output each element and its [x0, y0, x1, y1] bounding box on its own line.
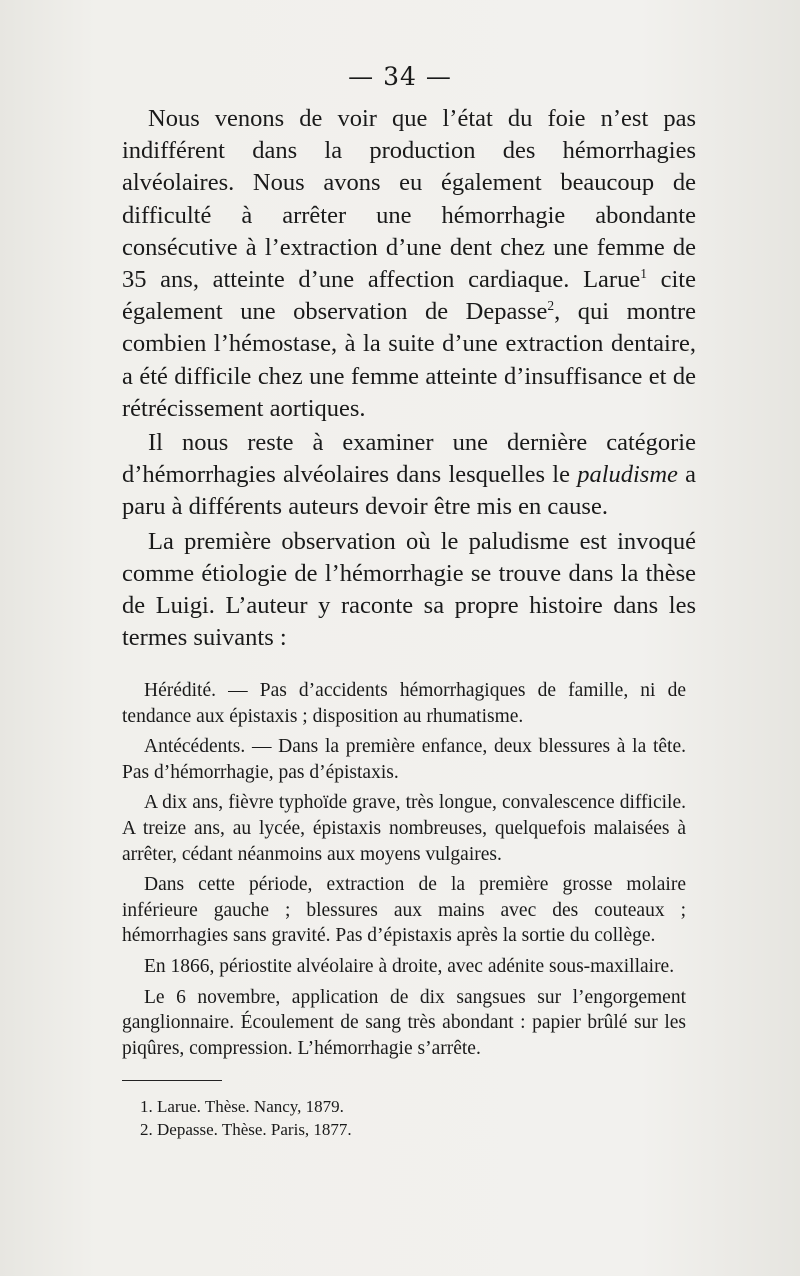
footnote-ref-2[interactable]: 2: [547, 298, 555, 314]
footnote-divider: [122, 1080, 222, 1081]
paragraph-2: [122, 427, 696, 524]
quote-paragraph: A dix ans, fièvre typhoïde grave, très longue, convalescence difficile. A treize ans, au lycée, épistaxis nombreuses, quelquefois malaisées à arrêter, cédant néanmoins aux moyens vulgaires.: [122, 792, 686, 865]
quote-paragraph: Hérédité. — Pas d’accidents hémorrhagiques de famille, ni de tendance aux épistaxis ; disposition au rhumatisme.: [122, 680, 686, 727]
paragraph-3: La première observation où le paludisme est invoqué comme étiologie de l’hémorrhagie se trouve dans la thèse de Luigi. L’auteur y raconte sa propre histoire dans les termes suivants :: [122, 527, 696, 652]
footnote-1: 1. Larue. Thèse. Nancy, 1879.: [140, 1097, 344, 1116]
quoted-observation: [122, 678, 686, 1066]
paragraph-1-text-b: cite également une observation de Depasse: [122, 266, 696, 326]
quote-paragraph: Dans cette période, extraction de la première grosse molaire inférieure gauche ; blessures aux mains avec des couteaux ; hémorrhagies sans gravité. Pas d’épistaxis après la sortie du collège.: [122, 874, 686, 947]
footnotes: [140, 1095, 680, 1141]
paragraph-2-text-b: a paru à différents auteurs devoir être mis en cause.: [122, 461, 697, 521]
paragraph-1-text-c: , qui montre combien l’hémostase, à la suite d’une extraction dentaire, a été difficile chez une femme atteinte d’insuffisance et de rétrécissement aortiques.: [122, 298, 696, 422]
main-text: [122, 103, 696, 654]
footnote-ref-1[interactable]: 1: [640, 265, 647, 281]
quote-paragraph: En 1866, périostite alvéolaire à droite, avec adénite sous-maxillaire.: [144, 955, 675, 977]
paragraph-1-text: Nous venons de voir que l’état du foie n’est pas indifférent dans la production des hémorrhagies alvéolaires. Nous avons eu également beaucoup de difficulté à arrêter une hémorrhagie abondante consécutive à l’extraction d’une dent chez une femme de 35 ans, atteinte d’une affection cardiaque. Larue: [122, 105, 696, 294]
quote-paragraph: Antécédents. — Dans la première enfance, deux blessures à la tête. Pas d’hémorrhagie, pas d’épistaxis.: [122, 736, 686, 783]
page-number: — 34 —: [348, 62, 452, 91]
quote-paragraph: Le 6 novembre, application de dix sangsues sur l’engorgement ganglionnaire. Écoulement de sang très abondant : papier brûlé sur les piqûres, compression. L’hémorrhagie s’arrête.: [122, 986, 686, 1059]
paragraph-2-text-a: Il nous reste à examiner une dernière catégorie d’hémorrhagies alvéolaires dans lesquelles le: [122, 429, 696, 489]
footnote-2: 2. Depasse. Thèse. Paris, 1877.: [140, 1120, 352, 1139]
paragraph-1: [122, 103, 696, 425]
paludisme-emphasis: paludisme: [577, 461, 678, 489]
